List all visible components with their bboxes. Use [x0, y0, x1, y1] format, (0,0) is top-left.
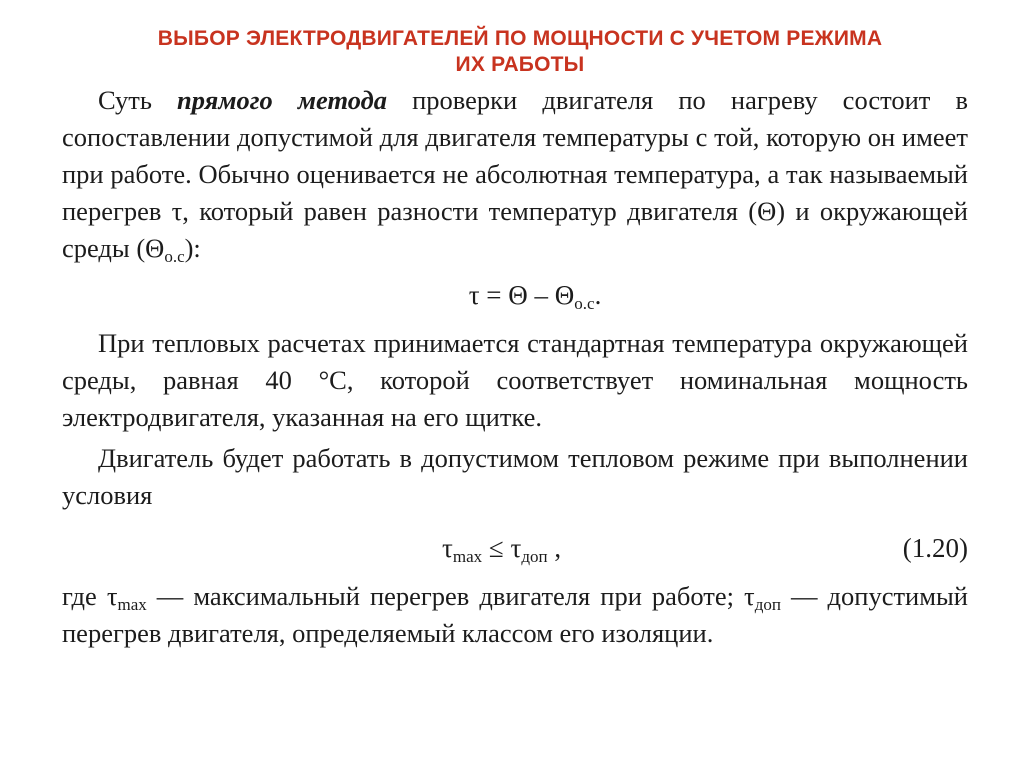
- formula-main: τ = Θ – Θ: [468, 280, 575, 310]
- formula-operator: ≤ τ: [482, 533, 522, 563]
- subscript: доп: [754, 595, 781, 614]
- title-line-2: ИХ РАБОТЫ: [455, 53, 585, 76]
- slide-title: [62, 26, 968, 78]
- equation-number: (1.20): [902, 533, 968, 563]
- formula-rhs-subscript: доп: [521, 547, 548, 566]
- formula-subscript: о.с: [574, 294, 595, 313]
- formula-end: ,: [547, 533, 562, 563]
- text-run: — допустимый перегрев двигателя, определяемый классом его изоляции.: [62, 581, 968, 648]
- emphasis-direct-method: прямого метода: [177, 85, 388, 115]
- text-run: — максимальный перегрев двигателя при работе; τ: [146, 581, 755, 611]
- text-run: проверки двигателя по нагреву состоит в сопоставлении допустимой для двигателя температуры с той, которую он имеет при работе. Обычно оценивается не абсолютная температура, а так называемый перегрев τ, который равен разности температур двигателя (Θ) и окружающей среды (Θ: [62, 85, 968, 263]
- formula-condition: [62, 528, 968, 568]
- paragraph-standard-temperature: При тепловых расчетах принимается стандартная температура окружающей среды, равная 40 °С, которой соответствует номинальная мощность электродвигателя, указанная на его щитке.: [62, 328, 968, 432]
- text-run: ):: [184, 233, 201, 263]
- title-line-1: ВЫБОР ЭЛЕКТРОДВИГАТЕЛЕЙ ПО МОЩНОСТИ С УЧЕТОМ РЕЖИМА: [157, 27, 883, 50]
- formula-lhs-subscript: max: [452, 547, 483, 566]
- formula-condition-expression: [442, 528, 561, 568]
- text-run: где τ: [62, 581, 118, 611]
- paragraph-definitions: [62, 578, 968, 652]
- paragraph-condition: Двигатель будет работать в допустимом тепловом режиме при выполнении условия: [62, 443, 968, 510]
- subscript: max: [117, 595, 147, 614]
- text-run: Суть: [98, 85, 178, 115]
- formula-end: .: [594, 280, 602, 310]
- formula-overheat: [62, 275, 968, 315]
- subscript: о.с: [164, 247, 185, 266]
- formula-lhs: τ: [442, 533, 453, 563]
- paragraph-direct-method: [62, 82, 968, 267]
